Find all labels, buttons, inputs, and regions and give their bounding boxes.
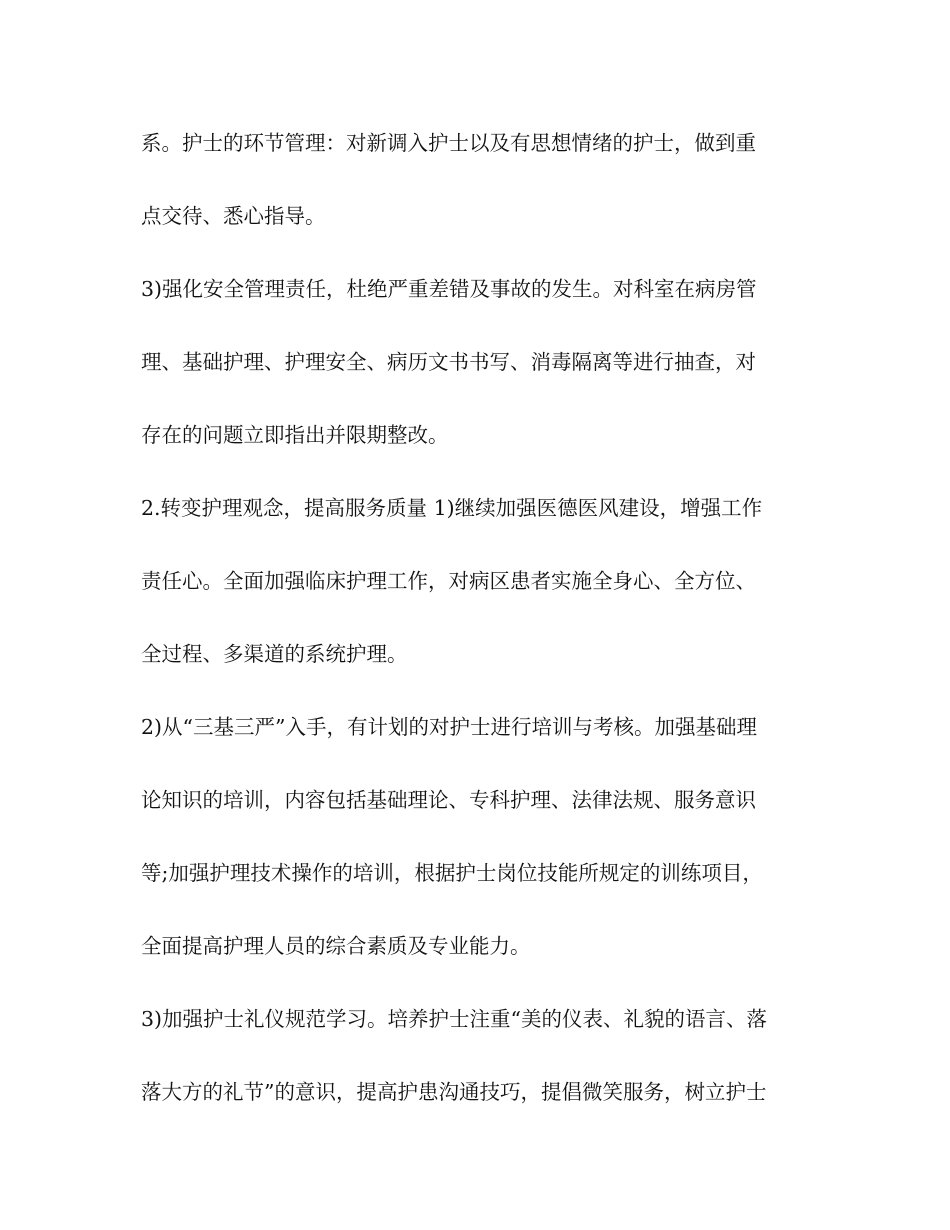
text-line: 系。护士的环节管理：对新调入护士以及有思想情绪的护士，做到重	[141, 131, 756, 155]
text-line: 理、基础护理、护理安全、病历文书书写、消毒隔离等进行抽查，对	[141, 350, 756, 374]
text-line: 2)从“三基三严”入手，有计划的对护士进行培训与考核。加强基础理	[141, 715, 757, 739]
text-line: 3)加强护士礼仪规范学习。培养护士注重“美的仪表、礼貌的语言、落	[141, 1007, 768, 1031]
text-line: 全过程、多渠道的系统护理。	[141, 642, 408, 666]
text-line: 等;加强护理技术操作的培训，根据护士岗位技能所规定的训练项目，	[141, 861, 763, 885]
text-line: 2.转变护理观念，提高服务质量 1)继续加强医德医风建设，增强工作	[141, 496, 763, 520]
text-line: 3)强化安全管理责任，杜绝严重差错及事故的发生。对科室在病房管	[141, 277, 757, 301]
text-line: 存在的问题立即指出并限期整改。	[141, 423, 449, 447]
text-line: 点交待、悉心指导。	[141, 204, 326, 228]
text-line: 落大方的礼节”的意识，提高护患沟通技巧，提倡微笑服务，树立护士	[141, 1080, 767, 1104]
text-line: 责任心。全面加强临床护理工作，对病区患者实施全身心、全方位、	[141, 569, 756, 593]
text-line: 论知识的培训，内容包括基础理论、专科护理、法律法规、服务意识	[141, 788, 756, 812]
text-line: 全面提高护理人员的综合素质及专业能力。	[141, 934, 531, 958]
